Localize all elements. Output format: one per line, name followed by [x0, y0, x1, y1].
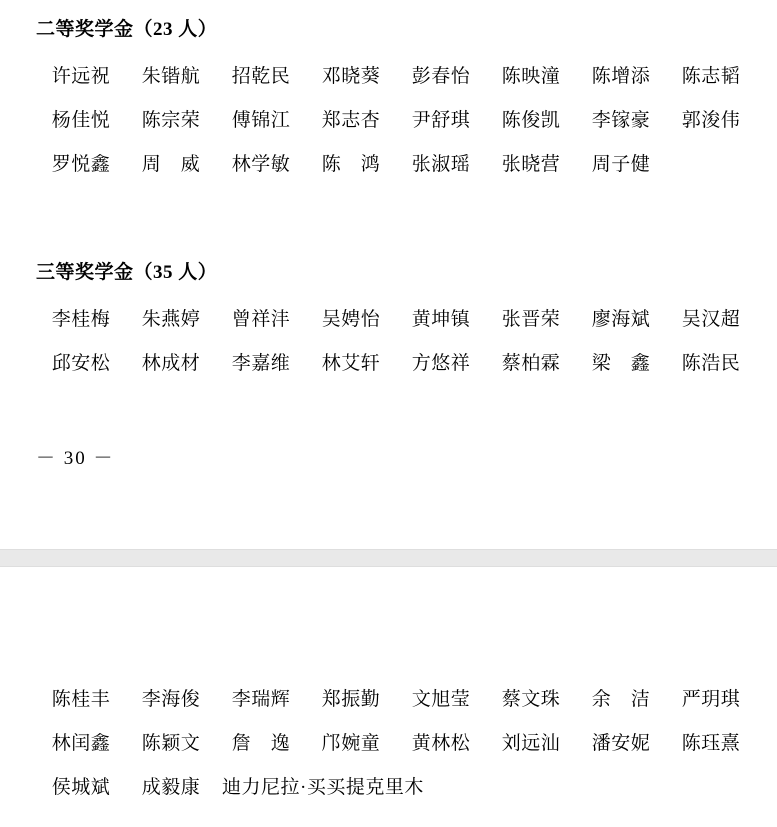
name-cell: 陈增添: [591, 66, 651, 87]
name-row: [0, 678, 777, 722]
name-cell: 陈浩民: [681, 353, 741, 374]
section-spacer: [0, 284, 777, 298]
name-cell: 黄坤镇: [411, 309, 471, 330]
section-spacer: [0, 41, 777, 55]
name-cell: 林学敏: [231, 154, 291, 175]
page-break-divider: [0, 549, 777, 567]
name-cell: 文旭莹: [411, 689, 471, 710]
name-cell: 杨佳悦: [51, 110, 111, 131]
name-row: [0, 722, 777, 766]
name-cell: 朱燕婷: [141, 309, 201, 330]
name-cell: 陈映潼: [501, 66, 561, 87]
name-cell: 刘远汕: [501, 733, 561, 754]
name-cell: 严玥琪: [681, 689, 741, 710]
name-cell: 陈宗荣: [141, 110, 201, 131]
name-cell: 彭春怡: [411, 66, 471, 87]
name-cell: 罗悦鑫: [51, 154, 111, 175]
name-cell: 邝婉童: [321, 733, 381, 754]
document-page-two: [0, 568, 777, 827]
between-sections-spacer: [0, 187, 777, 257]
name-cell: 傅锦江: [231, 110, 291, 131]
name-cell: 詹 逸: [231, 733, 291, 754]
name-cell: 张晋荣: [501, 309, 561, 330]
name-cell: 陈珏熹: [681, 733, 741, 754]
name-cell: 郭浚伟: [681, 110, 741, 131]
page-number: － 30 －: [36, 448, 115, 469]
name-cell: 李海俊: [141, 689, 201, 710]
name-cell: 林成材: [141, 353, 201, 374]
name-cell: 郑振勤: [321, 689, 381, 710]
name-cell: 蔡柏霖: [501, 353, 561, 374]
name-cell: 梁 鑫: [591, 353, 651, 374]
name-cell: 林闰鑫: [51, 733, 111, 754]
name-row: [0, 55, 777, 99]
name-cell: 邱安松: [51, 353, 111, 374]
name-cell: 方悠祥: [411, 353, 471, 374]
name-cell: 曾祥沣: [231, 309, 291, 330]
section-title-third-prize: 三等奖学金（35 人）: [36, 262, 218, 283]
name-cell: 迪力尼拉·买买提克里木: [222, 777, 424, 798]
name-cell: 余 洁: [591, 689, 651, 710]
name-cell: 张淑瑶: [411, 154, 471, 175]
name-cell: 周 威: [141, 154, 201, 175]
name-cell: 张晓营: [501, 154, 561, 175]
name-cell: 周子健: [591, 154, 651, 175]
name-cell: 邓晓葵: [321, 66, 381, 87]
name-cell: 林艾轩: [321, 353, 381, 374]
name-cell: 潘安妮: [591, 733, 651, 754]
name-cell: 郑志杏: [321, 110, 381, 131]
name-cell: 陈 鸿: [321, 154, 381, 175]
name-cell: 朱锴航: [141, 66, 201, 87]
name-cell: 吴汉超: [681, 309, 741, 330]
page-two-top-spacer-2: [0, 608, 777, 678]
footer-spacer: [0, 386, 777, 444]
page-two-top-spacer: [0, 568, 777, 608]
name-row: [0, 298, 777, 342]
name-cell: 许远祝: [51, 66, 111, 87]
name-row: [0, 342, 777, 386]
name-cell: 陈颖文: [141, 733, 201, 754]
name-cell: 成毅康: [141, 777, 201, 798]
name-cell: 侯城斌: [51, 777, 111, 798]
name-cell: 蔡文珠: [501, 689, 561, 710]
top-spacer: [0, 0, 777, 14]
name-cell: 陈俊凯: [501, 110, 561, 131]
name-row: [0, 143, 777, 187]
name-cell: 吴娉怡: [321, 309, 381, 330]
name-cell: 李桂梅: [51, 309, 111, 330]
name-row: [0, 99, 777, 143]
name-cell: 李嘉维: [231, 353, 291, 374]
name-cell: 黄林松: [411, 733, 471, 754]
name-cell: 招乾民: [231, 66, 291, 87]
name-row: [0, 766, 777, 810]
name-cell: 尹舒琪: [411, 110, 471, 131]
name-cell: 陈桂丰: [51, 689, 111, 710]
section-title-second-prize: 二等奖学金（23 人）: [36, 19, 218, 40]
name-cell: 廖海斌: [591, 309, 651, 330]
name-cell: 李瑞辉: [231, 689, 291, 710]
name-cell: 李镓豪: [591, 110, 651, 131]
name-cell: 陈志韬: [681, 66, 741, 87]
